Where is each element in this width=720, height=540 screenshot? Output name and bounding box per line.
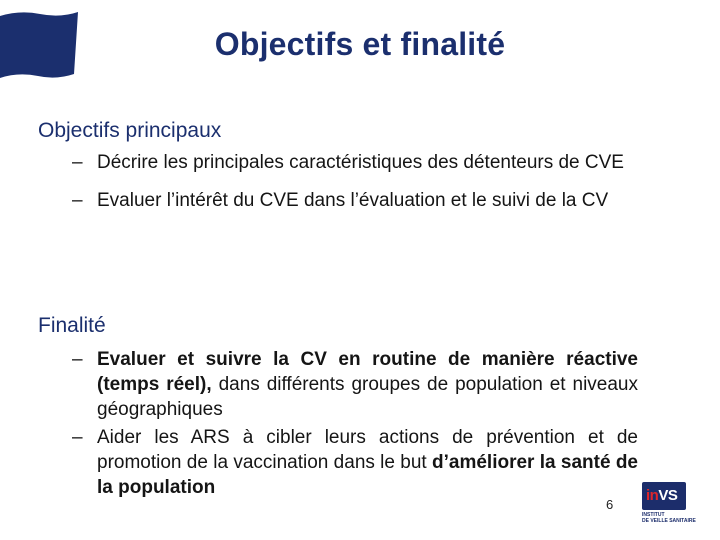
bullet-text: Décrire les principales caractéristiques des détenteurs de CVE xyxy=(97,152,624,173)
page-number: 6 xyxy=(606,497,614,512)
bullet-item xyxy=(72,150,638,175)
section-heading-finalite: Finalité xyxy=(38,314,106,337)
bullet-dash: – xyxy=(72,152,83,173)
invs-logo-vs: VS xyxy=(658,487,678,504)
invs-logo-box xyxy=(642,482,686,510)
bullet-bold-text: d’améliorer la santé de la population xyxy=(97,452,638,498)
bullet-dash: – xyxy=(72,427,83,448)
bullet-text: Aider les ARS à cibler leurs actions de prévention et de promotion de la vaccination dans le but xyxy=(97,427,638,473)
bullet-item xyxy=(72,347,638,422)
invs-logo-in: in xyxy=(646,487,659,504)
invs-caption-line2: DE VEILLE SANITAIRE xyxy=(642,518,696,524)
invs-logo-wordmark xyxy=(646,487,677,504)
objectifs-bullet-list xyxy=(72,150,638,226)
invs-logo xyxy=(639,482,705,540)
invs-caption-line1: INSTITUT xyxy=(642,512,665,518)
slide-title: Objectifs et finalité xyxy=(214,26,506,62)
finalite-bullet-list xyxy=(72,347,638,503)
invs-logo-caption xyxy=(642,512,696,524)
bullet-item xyxy=(72,425,638,500)
bullet-dash: – xyxy=(72,349,83,370)
bullet-bold-text: Evaluer et suivre la CV en routine de manière réactive (temps réel), xyxy=(97,349,638,395)
bullet-text: Evaluer l’intérêt du CVE dans l’évaluation et le suivi de la CV xyxy=(97,190,609,211)
bullet-text: dans différents groupes de population et niveaux géographiques xyxy=(97,374,639,420)
bullet-dash: – xyxy=(72,190,83,211)
bullet-item xyxy=(72,188,638,213)
section-heading-objectifs: Objectifs principaux xyxy=(38,119,222,142)
